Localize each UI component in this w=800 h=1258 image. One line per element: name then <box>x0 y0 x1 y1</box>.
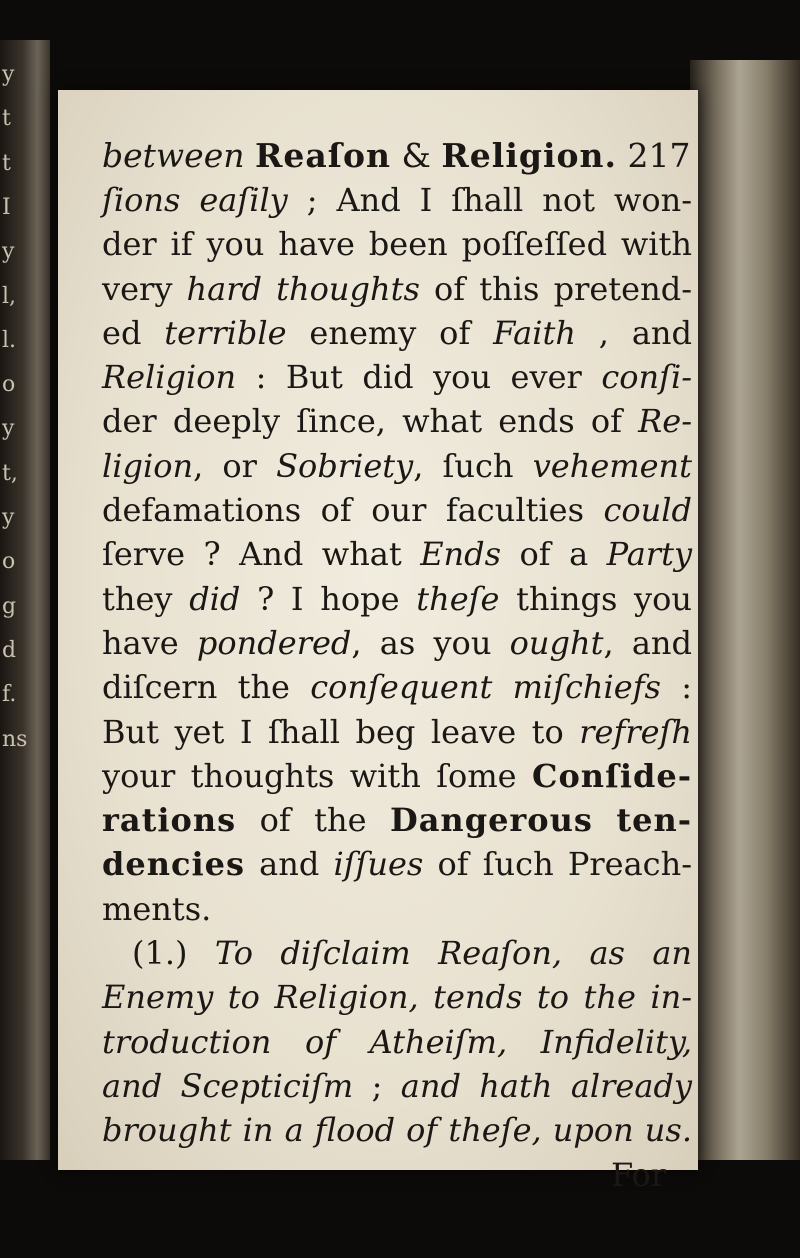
text-line <box>102 532 692 576</box>
text-segment: hard thoughts <box>186 269 420 308</box>
text-segment: , and <box>575 313 693 352</box>
text-segment: ought <box>509 623 604 662</box>
text-segment: der if you have been poſſeſſed with <box>102 225 692 264</box>
header-reason: Reaſon <box>254 136 391 175</box>
running-header <box>102 136 692 176</box>
text-segment: rations <box>102 801 237 840</box>
text-line <box>102 621 692 665</box>
text-line <box>102 444 692 488</box>
facing-page-fragment: y <box>2 239 15 265</box>
text-segment: of this pretend- <box>419 269 693 308</box>
text-segment: and Scepticiſm <box>102 1066 354 1105</box>
text-line <box>102 1064 692 1108</box>
text-segment: ligion <box>102 446 194 485</box>
text-line <box>102 975 692 1019</box>
facing-page-fragment: o <box>2 372 16 398</box>
facing-page-fragment: ns <box>2 726 28 752</box>
text-segment: and hath already <box>400 1066 693 1105</box>
text-segment: of ſuch Preach- <box>423 845 693 884</box>
text-line <box>102 754 692 798</box>
text-segment: ; And I ſhall not won- <box>287 181 692 219</box>
text-line <box>102 665 692 709</box>
text-line <box>102 798 692 842</box>
facing-page-edge <box>0 40 50 1160</box>
text-segment: did <box>189 579 241 618</box>
facing-page-fragment: y <box>2 416 15 442</box>
text-segment: , as you <box>351 623 510 662</box>
facing-page-fragment: o <box>2 549 16 575</box>
text-segment: Dangerous <box>389 801 593 840</box>
text-segment <box>593 801 616 839</box>
text-line <box>102 488 692 532</box>
text-segment: Party <box>606 535 693 574</box>
text-segment: der deeply ſince, what ends of <box>102 402 639 441</box>
facing-page-fragment: l, <box>2 283 17 309</box>
facing-page-fragment: I <box>2 194 11 220</box>
text-segment: Religion <box>102 358 237 397</box>
text-line <box>102 399 692 443</box>
text-segment: defamations of our faculties <box>102 491 604 530</box>
text-segment: ten- <box>616 801 693 840</box>
text-segment: ſerve ? And what <box>102 535 421 574</box>
text-line <box>102 887 692 931</box>
text-segment: diſcern the <box>102 668 311 707</box>
text-segment: Enemy to Religion, tends to the in- <box>102 978 692 1017</box>
text-segment: terrible <box>164 313 287 352</box>
text-segment: For <box>610 1155 666 1194</box>
text-segment: and <box>245 845 334 884</box>
text-segment: dencies <box>102 845 246 884</box>
text-segment: of a <box>501 535 607 574</box>
text-line <box>102 267 692 311</box>
text-segment: Faith <box>493 313 576 352</box>
text-segment: ed <box>102 313 165 352</box>
text-segment: of the <box>236 801 390 840</box>
text-segment: conſi- <box>601 358 692 397</box>
page-number: 217 <box>627 136 691 175</box>
text-segment: vehement <box>532 446 692 485</box>
text-segment: , ſuch <box>413 446 533 485</box>
text-segment: iſſues <box>333 845 424 884</box>
text-segment: But yet I ſhall beg leave to <box>102 712 580 751</box>
text-segment: refreſh <box>579 712 692 751</box>
text-segment: have <box>102 623 197 662</box>
text-line <box>102 355 692 399</box>
text-segment: To diſclaim Reaſon, as an <box>214 934 693 973</box>
facing-page-fragment: l. <box>2 327 17 353</box>
facing-page-fragment: d <box>2 637 17 663</box>
text-line <box>102 710 692 754</box>
text-segment: your thoughts with ſome <box>102 756 532 795</box>
facing-page-fragment: y <box>2 505 15 530</box>
text-segment: : But did you ever <box>236 358 602 397</box>
facing-page-fragment: y <box>2 62 15 87</box>
text-segment: pondered <box>196 623 352 662</box>
text-segment: they <box>102 579 190 618</box>
facing-page-fragment: f. <box>2 682 17 708</box>
text-segment: Ends <box>420 535 502 574</box>
text-segment: ; <box>353 1066 401 1105</box>
text-segment: , or <box>193 446 277 485</box>
header-lead: between <box>102 136 245 175</box>
text-line <box>102 1020 692 1064</box>
facing-page-fragment: t <box>2 106 11 132</box>
text-line <box>102 1153 692 1197</box>
page-stack-edge <box>690 60 800 1160</box>
body-text <box>102 178 692 1197</box>
text-segment: Conſide- <box>531 756 692 795</box>
text-segment: ments. <box>102 889 212 928</box>
text-line <box>102 931 692 975</box>
facing-page-fragment: t <box>2 150 11 176</box>
text-segment: (1.) <box>132 934 215 973</box>
text-segment: could <box>603 491 692 530</box>
header-amp: & <box>401 136 431 175</box>
text-segment: theſe <box>416 579 500 618</box>
facing-page-fragment: t, <box>2 460 18 486</box>
text-segment: brought in a flood of theſe, upon us. <box>102 1111 692 1150</box>
text-line <box>102 311 692 355</box>
facing-page-fragment: g <box>2 593 17 619</box>
text-line <box>102 1108 692 1152</box>
text-segment: ſions eaſily <box>102 181 288 219</box>
text-line <box>102 842 692 886</box>
text-segment: Sobriety <box>276 446 414 485</box>
text-segment: troduction of Atheiſm, Infidelity, <box>102 1022 692 1061</box>
text-segment: : <box>660 668 693 707</box>
text-segment: very <box>102 269 187 308</box>
text-segment: enemy of <box>286 313 494 352</box>
text-line <box>102 178 692 222</box>
text-segment: things you <box>499 579 693 618</box>
header-religion: Religion. <box>441 136 617 175</box>
text-line <box>102 222 692 266</box>
text-segment: , and <box>603 623 693 662</box>
text-segment: Re- <box>638 402 692 441</box>
text-segment: conſequent miſchiefs <box>310 668 661 707</box>
text-segment: ? I hope <box>240 579 417 618</box>
text-line <box>102 577 692 621</box>
